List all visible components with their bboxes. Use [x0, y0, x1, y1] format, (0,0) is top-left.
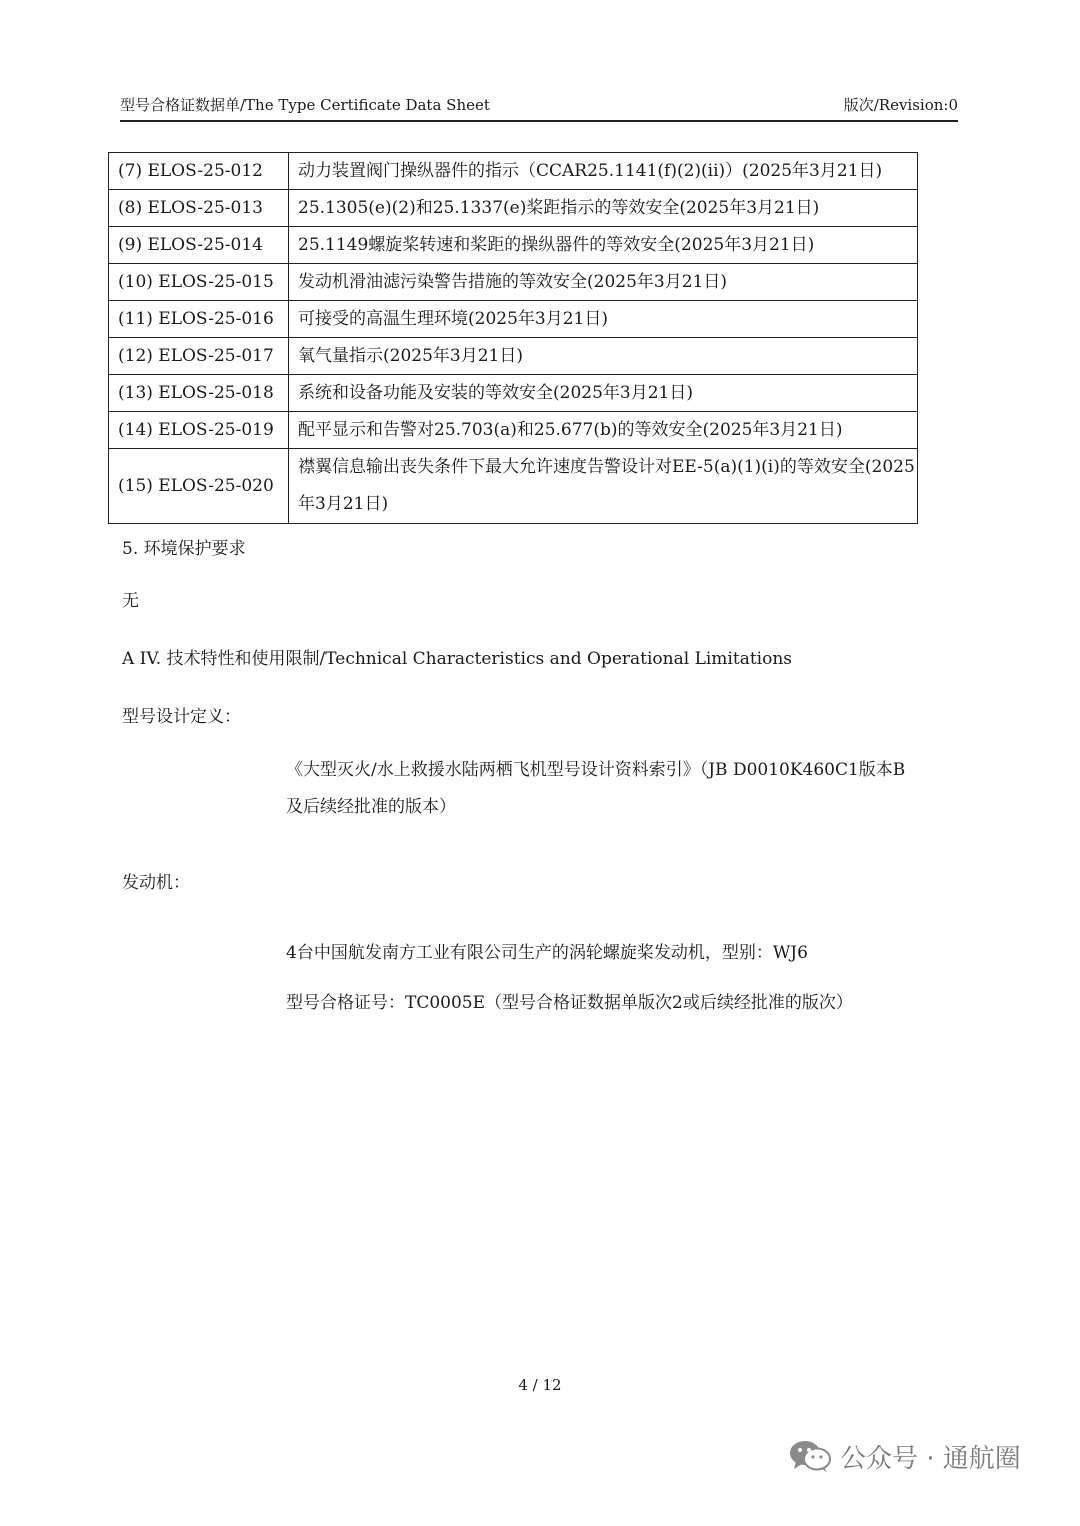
page-header [120, 92, 958, 122]
table-row [109, 301, 918, 338]
table-row [109, 264, 918, 301]
elos-id: (11) ELOS-25-016 [109, 301, 289, 338]
elos-description: 配平显示和告警对25.703(a)和25.677(b)的等效安全(2025年3月21日) [289, 412, 918, 449]
elos-id: (8) ELOS-25-013 [109, 190, 289, 227]
elos-description: 系统和设备功能及安装的等效安全(2025年3月21日) [289, 375, 918, 412]
table-row [109, 375, 918, 412]
section-5-body: 无 [122, 591, 139, 611]
engine-text: 4台中国航发南方工业有限公司生产的涡轮螺旋桨发动机，型别：WJ6 [286, 943, 808, 963]
watermark [788, 1436, 1021, 1476]
elos-id: (7) ELOS-25-012 [109, 153, 289, 190]
watermark-text: 公众号 · 通航圈 [840, 1443, 1021, 1474]
elos-description: 25.1149螺旋桨转速和桨距的操纵器件的等效安全(2025年3月21日) [289, 227, 918, 264]
elos-description: 动力装置阀门操纵器件的指示（CCAR25.1141(f)(2)(ii)）(2025年3月21日) [289, 153, 918, 190]
elos-id: (15) ELOS-25-020 [109, 449, 289, 524]
table-row [109, 412, 918, 449]
section-a4-heading: A IV. 技术特性和使用限制/Technical Characteristics and Operational Limitations [122, 649, 793, 669]
elos-description: 可接受的高温生理环境(2025年3月21日) [289, 301, 918, 338]
elos-description: 氧气量指示(2025年3月21日) [289, 338, 918, 375]
table-row [109, 227, 918, 264]
header-revision: 版次/Revision:0 [843, 96, 958, 114]
page-number: 4 / 12 [518, 1376, 562, 1394]
type-design-text: 《大型灭火/水上救援水陆两栖飞机型号设计资料索引》（JB D0010K460C1版本B及后续经批准的版本） [286, 760, 906, 817]
engine-label: 发动机： [122, 873, 190, 893]
table-row [109, 190, 918, 227]
table-row [109, 338, 918, 375]
elos-description: 25.1305(e)(2)和25.1337(e)桨距指示的等效安全(2025年3月21日) [289, 190, 918, 227]
elos-description: 发动机滑油滤污染警告措施的等效安全(2025年3月21日) [289, 264, 918, 301]
elos-id: (14) ELOS-25-019 [109, 412, 289, 449]
section-5-heading: 5. 环境保护要求 [122, 539, 246, 559]
wechat-icon [788, 1439, 832, 1473]
elos-id: (10) ELOS-25-015 [109, 264, 289, 301]
table-row [109, 153, 918, 190]
header-title: 型号合格证数据单/The Type Certificate Data Sheet [120, 96, 490, 114]
engine-type-certificate: 型号合格证号：TC0005E（型号合格证数据单版次2或后续经批准的版次） [286, 993, 853, 1013]
elos-id: (9) ELOS-25-014 [109, 227, 289, 264]
type-design-label: 型号设计定义： [122, 707, 241, 727]
table-row [109, 449, 918, 524]
elos-id: (13) ELOS-25-018 [109, 375, 289, 412]
elos-table [108, 152, 918, 524]
elos-id: (12) ELOS-25-017 [109, 338, 289, 375]
elos-description: 襟翼信息输出丧失条件下最大允许速度告警设计对EE-5(a)(1)(i)的等效安全(2025年3月21日) [289, 449, 918, 524]
